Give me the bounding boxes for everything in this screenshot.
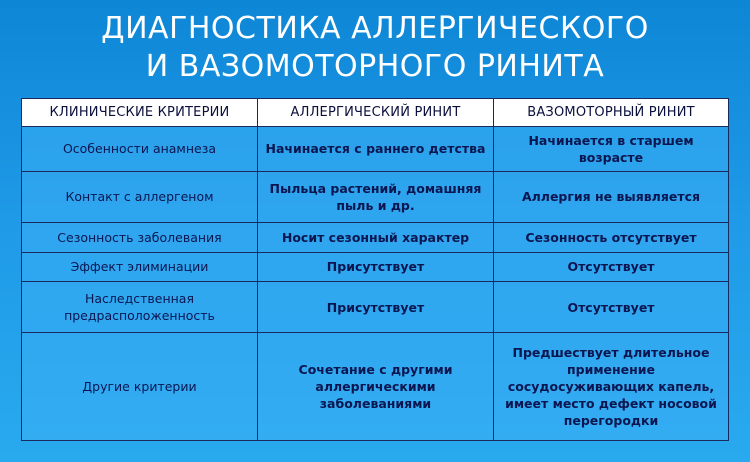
criteria-cell: Другие критерии [22,333,258,441]
criteria-cell: Особенности анамнеза [22,126,258,171]
allergic-cell: Начинается с раннего детства [258,126,494,171]
header-allergic: АЛЛЕРГИЧЕСКИЙ РИНИТ [258,99,494,127]
vasomotor-cell: Отсутствует [494,252,729,282]
table-header-row [22,99,729,127]
title-line-2: И ВАЗОМОТОРНОГО РИНИТА [145,49,605,84]
allergic-cell: Присутствует [258,282,494,333]
allergic-cell: Носит сезонный характер [258,222,494,252]
table-row [22,171,729,222]
table-row [22,222,729,252]
criteria-cell: Сезонность заболевания [22,222,258,252]
comparison-table [21,98,729,441]
vasomotor-cell: Предшествует длительное применение сосудосуживающих капель, имеет место дефект носовой перегородки [494,333,729,441]
allergic-cell: Пыльца растений, домашняя пыль и др. [258,171,494,222]
page-title [0,10,750,86]
allergic-cell: Сочетание с другими аллергическими заболеваниями [258,333,494,441]
vasomotor-cell: Сезонность отсутствует [494,222,729,252]
header-vasomotor: ВАЗОМОТОРНЫЙ РИНИТ [494,99,729,127]
table-row [22,333,729,441]
criteria-cell: Контакт с аллергеном [22,171,258,222]
allergic-cell: Присутствует [258,252,494,282]
vasomotor-cell: Начинается в старшем возрасте [494,126,729,171]
table-row [22,126,729,171]
table-row [22,252,729,282]
header-criteria: КЛИНИЧЕСКИЕ КРИТЕРИИ [22,99,258,127]
table-row [22,282,729,333]
title-line-1: ДИАГНОСТИКА АЛЛЕРГИЧЕСКОГО [101,11,649,46]
vasomotor-cell: Отсутствует [494,282,729,333]
criteria-cell: Эффект элиминации [22,252,258,282]
vasomotor-cell: Аллергия не выявляется [494,171,729,222]
criteria-cell: Наследственная предрасположенность [22,282,258,333]
